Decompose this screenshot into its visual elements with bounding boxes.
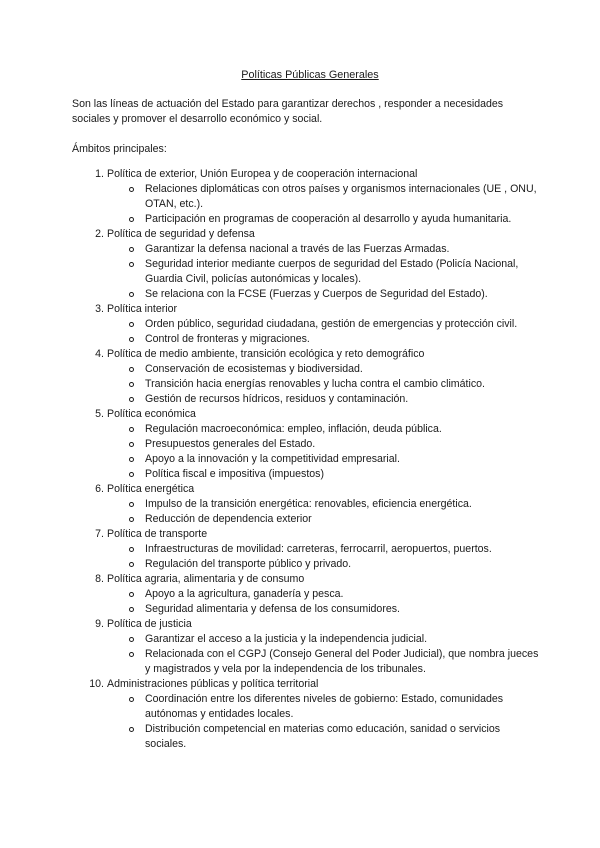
sub-item-text: Relacionada con el CGPJ (Consejo General del Poder Judicial), que nombra jueces y magistrados y vela por la independencia de los tribunales. [145,648,539,675]
hollow-bullet-icon [129,457,134,462]
policy-item [72,617,540,677]
sub-item [107,557,540,572]
hollow-bullet-icon [129,637,134,642]
sub-list [107,242,540,302]
list-number: 1. [95,168,104,180]
hollow-bullet-icon [129,607,134,612]
sub-item [107,422,540,437]
policy-item [72,572,540,617]
sub-item [107,467,540,482]
hollow-bullet-icon [129,727,134,732]
sub-item [107,437,540,452]
list-number: 5. [95,408,104,420]
intro-paragraph: Son las líneas de actuación del Estado para garantizar derechos , responder a necesidades sociales y promover el desarrollo económico y social. [72,98,504,125]
hollow-bullet-icon [129,517,134,522]
sub-item-text: Garantizar el acceso a la justicia y la independencia judicial. [145,633,428,645]
policy-title: Política económica [107,408,196,420]
sub-item [107,257,540,287]
sub-item [107,587,540,602]
list-number: 8. [95,573,104,585]
sub-item [107,647,540,677]
policy-title: Política agraria, alimentaria y de consumo [107,573,305,585]
sub-item-text: Conservación de ecosistemas y biodiversidad. [145,363,363,375]
hollow-bullet-icon [129,442,134,447]
list-number: 4. [95,348,104,360]
policy-item [72,482,540,527]
list-number: 3. [95,303,104,315]
sub-item [107,317,540,332]
page-title: Políticas Públicas Generales [241,69,379,81]
hollow-bullet-icon [129,592,134,597]
sub-item [107,332,540,347]
sub-list [107,587,540,617]
hollow-bullet-icon [129,217,134,222]
sub-item-text: Distribución competencial en materias como educación, sanidad o servicios sociales. [145,723,501,750]
policy-item [72,677,540,752]
hollow-bullet-icon [129,292,134,297]
sub-item [107,392,540,407]
sub-item-text: Política fiscal e impositiva (impuestos) [145,468,324,480]
sub-item [107,452,540,467]
hollow-bullet-icon [129,562,134,567]
sub-item-text: Apoyo a la agricultura, ganadería y pesca. [145,588,344,600]
hollow-bullet-icon [129,502,134,507]
hollow-bullet-icon [129,472,134,477]
policy-title: Política de exterior, Unión Europea y de cooperación internacional [107,168,418,180]
sub-item-text: Regulación macroeconómica: empleo, inflación, deuda pública. [145,423,442,435]
sub-item-text: Presupuestos generales del Estado. [145,438,316,450]
sub-item [107,362,540,377]
list-number: 2. [95,228,104,240]
policy-list [72,167,540,752]
policy-item [72,302,540,347]
sub-item-text: Participación en programas de cooperación al desarrollo y ayuda humanitaria. [145,213,512,225]
section-label: Ámbitos principales: [72,143,167,155]
policy-title: Política de seguridad y defensa [107,228,255,240]
sub-item [107,377,540,392]
policy-title: Administraciones públicas y política territorial [107,678,319,690]
hollow-bullet-icon [129,337,134,342]
sub-item [107,212,540,227]
policy-item [72,167,540,227]
policy-title: Política interior [107,303,178,315]
sub-item-text: Impulso de la transición energética: renovables, eficiencia energética. [145,498,472,510]
sub-item [107,692,540,722]
sub-item-text: Relaciones diplomáticas con otros países y organismos internacionales (UE , ONU, OTAN, etc.). [145,183,537,210]
policy-item [72,227,540,302]
policy-title: Política energética [107,483,195,495]
sub-item-text: Garantizar la defensa nacional a través de las Fuerzas Armadas. [145,243,450,255]
policy-title: Política de justicia [107,618,192,630]
hollow-bullet-icon [129,187,134,192]
policy-title: Política de medio ambiente, transición ecológica y reto demográfico [107,348,425,360]
hollow-bullet-icon [129,382,134,387]
sub-item-text: Regulación del transporte público y privado. [145,558,352,570]
sub-list [107,632,540,677]
hollow-bullet-icon [129,652,134,657]
hollow-bullet-icon [129,427,134,432]
sub-list [107,422,540,482]
sub-item-text: Control de fronteras y migraciones. [145,333,310,345]
hollow-bullet-icon [129,262,134,267]
sub-item [107,242,540,257]
sub-item [107,287,540,302]
policy-item [72,407,540,482]
policy-item [72,347,540,407]
sub-item-text: Se relaciona con la FCSE (Fuerzas y Cuerpos de Seguridad del Estado). [145,288,488,300]
sub-item-text: Seguridad interior mediante cuerpos de seguridad del Estado (Policía Nacional, Guardia Civil, policías autonómicas y locales). [145,258,519,285]
list-number: 7. [95,528,104,540]
sub-list [107,542,540,572]
sub-item-text: Infraestructuras de movilidad: carreteras, ferrocarril, aeropuertos, puertos. [145,543,492,555]
sub-item [107,182,540,212]
sub-item-text: Coordinación entre los diferentes niveles de gobierno: Estado, comunidades autónomas y entidades locales. [145,693,504,720]
list-number: 10. [89,678,104,690]
list-number: 6. [95,483,104,495]
hollow-bullet-icon [129,322,134,327]
hollow-bullet-icon [129,697,134,702]
sub-item [107,722,540,752]
policy-title: Política de transporte [107,528,208,540]
sub-item-text: Reducción de dependencia exterior [145,513,312,525]
policy-item [72,527,540,572]
hollow-bullet-icon [129,547,134,552]
sub-item [107,632,540,647]
sub-item-text: Apoyo a la innovación y la competitividad empresarial. [145,453,400,465]
hollow-bullet-icon [129,247,134,252]
sub-list [107,692,540,752]
sub-list [107,182,540,227]
sub-item-text: Gestión de recursos hídricos, residuos y contaminación. [145,393,409,405]
sub-item [107,602,540,617]
sub-item [107,512,540,527]
sub-item [107,497,540,512]
sub-item-text: Seguridad alimentaria y defensa de los consumidores. [145,603,400,615]
hollow-bullet-icon [129,397,134,402]
sub-item-text: Transición hacia energías renovables y lucha contra el cambio climático. [145,378,485,390]
list-number: 9. [95,618,104,630]
sub-item-text: Orden público, seguridad ciudadana, gestión de emergencias y protección civil. [145,318,518,330]
sub-list [107,317,540,347]
sub-list [107,497,540,527]
sub-item [107,542,540,557]
hollow-bullet-icon [129,367,134,372]
sub-list [107,362,540,407]
